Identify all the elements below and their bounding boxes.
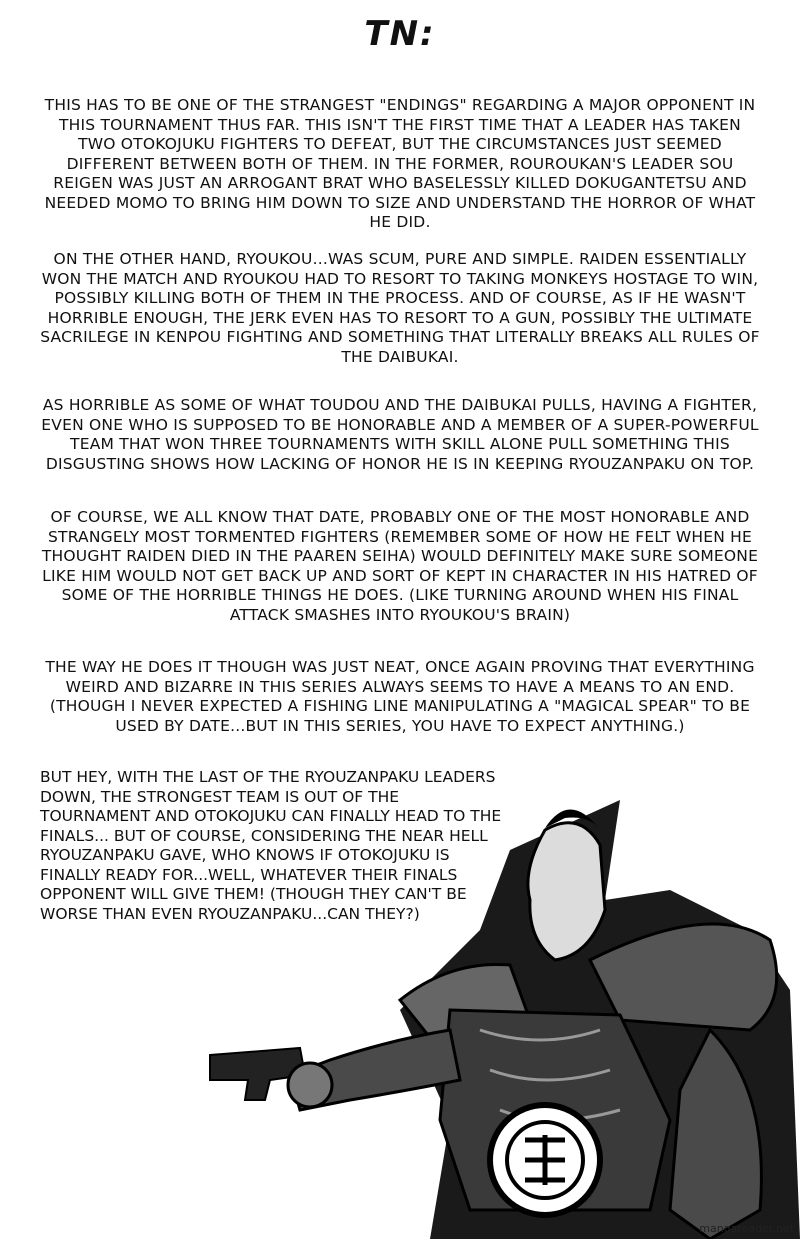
note-paragraph-1: THIS HAS TO BE ONE OF THE STRANGEST "ENDINGS" REGARDING A MAJOR OPPONENT IN THIS TOURNAMENT THUS FAR. THIS ISN'T THE FIRST TIME THAT A LEADER HAS TAKEN TWO OTOKOJUKU FIGHTERS TO DEFEAT, BUT THE CIRCUMSTANCES JUST SEEMED DIFFERENT BETWEEN BOTH OF THEM. IN THE FORMER, ROUROUKAN'S LEADER SOU REIGEN WAS JUST AN ARROGANT BRAT WHO BASELESSLY KILLED DOKUGANTETSU AND NEEDED MOMO TO BRING HIM DOWN TO SIZE AND UNDERSTAND THE HORROR OF WHAT HE DID. [44, 96, 756, 231]
page-title: TN: [364, 14, 436, 54]
note-paragraph-4: OF COURSE, WE ALL KNOW THAT DATE, PROBABLY ONE OF THE MOST HONORABLE AND STRANGELY MOST TORMENTED FIGHTERS (REMEMBER SOME OF HOW HE FELT WHEN HE THOUGHT RAIDEN DIED IN THE PAAREN SEIHA) WOULD DEFINITELY MAKE SURE SOMEONE LIKE HIM WOULD NOT GET BACK UP AND SORT OF KEPT IN CHARACTER IN HIS HATRED OF SOME OF THE HORRIBLE THINGS HE DOES. (LIKE TURNING AROUND WHEN HIS FINAL ATTACK SMASHES INTO RYOUKOU'S BRAIN) [41, 508, 759, 624]
watermark-text: mangareader.net [699, 1222, 794, 1235]
note-paragraph-5: THE WAY HE DOES IT THOUGH WAS JUST NEAT, ONCE AGAIN PROVING THAT EVERYTHING WEIRD AND BIZARRE IN THIS SERIES ALWAYS SEEMS TO HAVE A MEANS TO AN END. (THOUGH I NEVER EXPECTED A FISHING LINE MANIPULATING A "MAGICAL SPEAR" TO BE USED BY DATE...BUT IN THIS SERIES, YOU HAVE TO EXPECT ANYTHING.) [45, 658, 755, 735]
note-paragraph-2: ON THE OTHER HAND, RYOUKOU...WAS SCUM, PURE AND SIMPLE. RAIDEN ESSENTIALLY WON THE MATCH AND RYOUKOU HAD TO RESORT TO TAKING MONKEYS HOSTAGE TO WIN, POSSIBLY KILLING BOTH OF THEM IN THE PROCESS. AND OF COURSE, AS IF HE WASN'T HORRIBLE ENOUGH, THE JERK EVEN HAS TO RESORT TO A GUN, POSSIBLY THE ULTIMATE SACRILEGE IN KENPOU FIGHTING AND SOMETHING THAT LITERALLY BREAKS ALL RULES OF THE DAIBUKAI. [40, 250, 760, 366]
note-paragraph-3: AS HORRIBLE AS SOME OF WHAT TOUDOU AND THE DAIBUKAI PULLS, HAVING A FIGHTER, EVEN ONE WHO IS SUPPOSED TO BE HONORABLE AND A MEMBER OF A SUPER-POWERFUL TEAM THAT WON THREE TOURNAMENTS WITH SKILL ALONE PULL SOMETHING THIS DISGUSTING SHOWS HOW LACKING OF HONOR HE IS IN KEEPING RYOUZANPAKU ON TOP. [41, 396, 759, 473]
note-paragraph-6: BUT HEY, WITH THE LAST OF THE RYOUZANPAKU LEADERS DOWN, THE STRONGEST TEAM IS OUT OF THE TOURNAMENT AND OTOKOJUKU CAN FINALLY HEAD TO THE FINALS... BUT OF COURSE, CONSIDERING THE NEAR HELL RYOUZANPAKU GAVE, WHO KNOWS IF OTOKOJUKU IS FINALLY READY FOR...WELL, WHATEVER THEIR FINALS OPPONENT WILL GIVE THEM! (THOUGH THEY CAN'T BE WORSE THAN EVEN RYOUZANPAKU...CAN THEY?) [40, 768, 502, 923]
